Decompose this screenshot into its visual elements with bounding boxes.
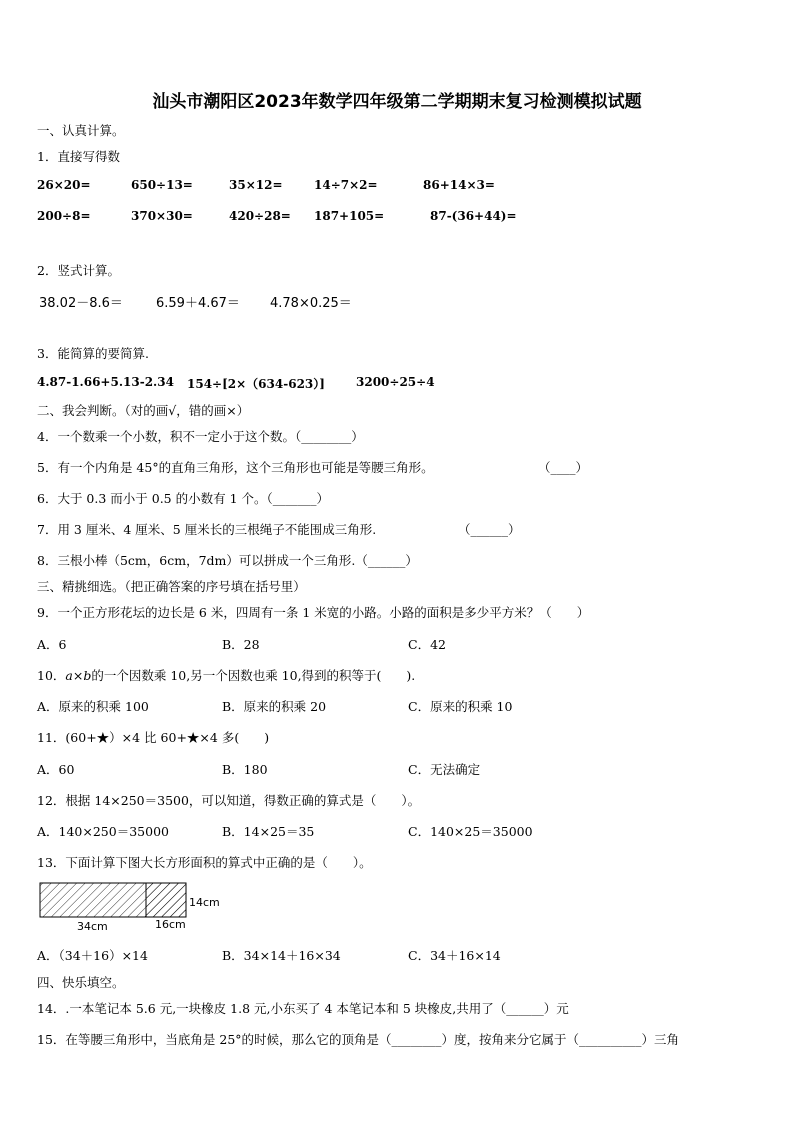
small-width-label: 16cm xyxy=(155,918,186,931)
question-5: 5．有一个内角是 45°的直角三角形，这个三角形也可能是等腰三角形。 xyxy=(37,460,434,475)
q3-item: 154÷[2×（634-623）] xyxy=(187,377,325,391)
rectangle-figure xyxy=(37,880,237,935)
question-14: 14．.一本笔记本 5.6 元,一块橡皮 1.8 元,小东买了 4 本笔记本和 5 块橡皮,共用了（______）元 xyxy=(37,1001,569,1016)
width-label: 34cm xyxy=(77,920,108,933)
q11-option-c: C．无法确定 xyxy=(408,762,481,777)
page-title: 汕头市潮阳区2023年数学四年级第二学期期末复习检测模拟试题 xyxy=(152,92,642,112)
section-1-heading: 一、认真计算。 xyxy=(37,123,125,138)
question-4: 4．一个数乘一个小数，积不一定小于这个数。（________） xyxy=(37,429,364,444)
question-6: 6．大于 0.3 而小于 0.5 的小数有 1 个。（_______） xyxy=(37,491,330,506)
question-2-stem: 2．竖式计算。 xyxy=(37,263,120,278)
q1-item: 26×20= xyxy=(37,178,91,192)
q1-item: 87-(36+44)= xyxy=(430,209,517,223)
q1-item: 14÷7×2= xyxy=(314,178,378,192)
q11-option-a: A．60 xyxy=(37,762,75,777)
section-2-heading: 二、我会判断。（对的画√，错的画×） xyxy=(37,403,250,418)
q1-item: 420÷28= xyxy=(229,209,291,223)
question-7-blank: （______） xyxy=(458,522,521,537)
q12-option-a: A．140×250＝35000 xyxy=(37,824,169,839)
question-5-blank: （____） xyxy=(538,460,589,475)
q12-option-c: C．140×25＝35000 xyxy=(408,824,533,839)
q2-item: 6.59＋4.67＝ xyxy=(156,296,240,311)
q3-item: 3200÷25÷4 xyxy=(356,375,435,389)
section-4-heading: 四、快乐填空。 xyxy=(37,975,125,990)
q9-option-c: C．42 xyxy=(408,637,446,652)
q10-text: 的一个因数乘 10,另一个因数也乘 10,得到的积等于( ). xyxy=(91,668,416,683)
q1-item: 650÷13= xyxy=(131,178,193,192)
q1-item: 187+105= xyxy=(314,209,385,223)
q10-option-a: A．原来的积乘 100 xyxy=(37,699,149,714)
question-13-stem: 13．下面计算下图大长方形面积的算式中正确的是（ ）。 xyxy=(37,855,372,870)
q12-option-b: B．14×25＝35 xyxy=(222,824,315,839)
q13-option-c: C．34＋16×14 xyxy=(408,948,501,963)
question-12-stem: 12．根据 14×250＝3500，可以知道，得数正确的算式是（ ）。 xyxy=(37,793,421,808)
question-3-stem: 3．能简算的要简算. xyxy=(37,346,149,361)
q10-expression: a×b xyxy=(65,668,92,683)
q9-option-a: A．6 xyxy=(37,637,67,652)
small-rect-part xyxy=(146,883,186,917)
section-3-heading: 三、精挑细选。（把正确答案的序号填在括号里） xyxy=(37,579,306,594)
q1-item: 35×12= xyxy=(229,178,283,192)
question-10-stem xyxy=(37,666,415,684)
q13-option-a: A．（34＋16）×14 xyxy=(37,948,148,963)
q11-option-b: B．180 xyxy=(222,762,268,777)
q13-option-b: B．34×14＋16×34 xyxy=(222,948,341,963)
q3-item: 4.87-1.66+5.13-2.34 xyxy=(37,375,174,389)
question-15: 15．在等腰三角形中，当底角是 25°的时候，那么它的顶角是（________）度，按角来分它属于（__________）三角 xyxy=(37,1032,680,1047)
question-9-stem: 9．一个正方形花坛的边长是 6 米，四周有一条 1 米宽的小路。小路的面积是多少平方米？（ ） xyxy=(37,605,590,620)
q2-item: 4.78×0.25＝ xyxy=(270,296,352,311)
q2-item: 38.02－8.6＝ xyxy=(39,296,123,311)
q10-option-b: B．原来的积乘 20 xyxy=(222,699,327,714)
question-1-stem: 1．直接写得数 xyxy=(37,149,120,164)
q1-item: 200÷8= xyxy=(37,209,91,223)
question-8: 8．三根小棒（5cm，6cm，7dm）可以拼成一个三角形.（______） xyxy=(37,553,418,568)
q10-number: 10． xyxy=(37,668,66,683)
q1-item: 86+14×3= xyxy=(423,178,495,192)
question-7: 7．用 3 厘米、4 厘米、5 厘米长的三根绳子不能围成三角形. xyxy=(37,522,377,537)
q9-option-b: B．28 xyxy=(222,637,260,652)
q10-option-c: C．原来的积乘 10 xyxy=(408,699,513,714)
q1-item: 370×30= xyxy=(131,209,193,223)
height-label: 14cm xyxy=(189,896,220,909)
question-11-stem: 11．(60+★）×4 比 60+★×4 多( ) xyxy=(37,730,270,745)
